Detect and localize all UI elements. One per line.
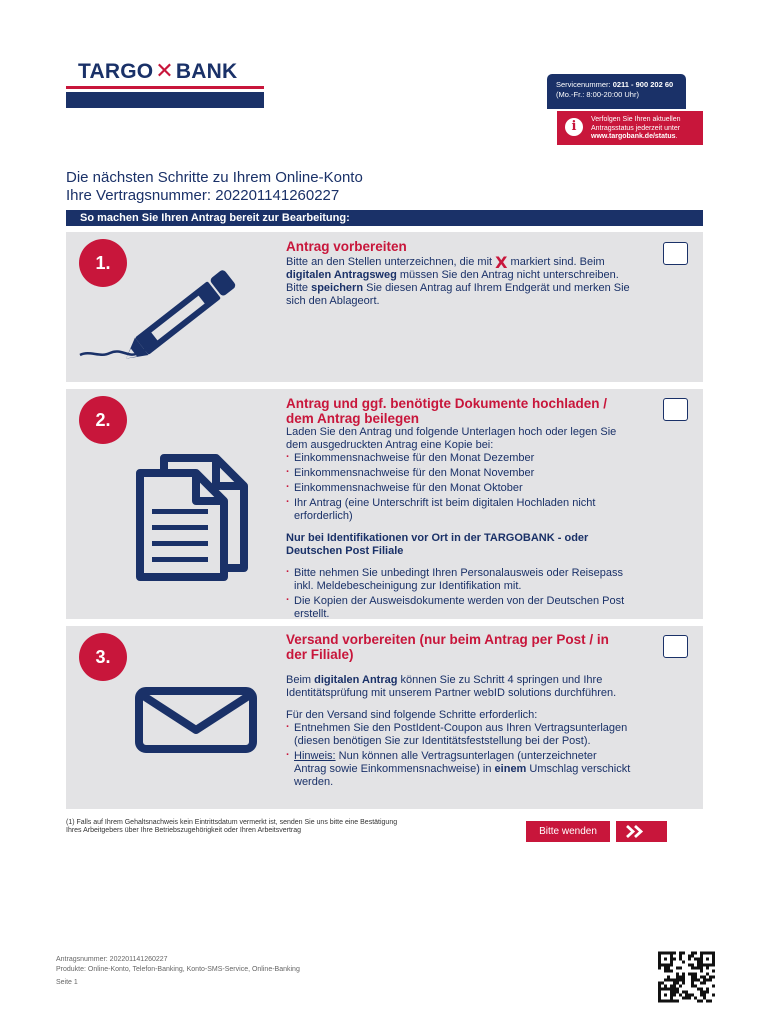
step-3-checkbox[interactable] xyxy=(663,635,688,658)
status-box: i Verfolgen Sie Ihren aktuellen Antragsstatus jederzeit unter www.targobank.de/status. xyxy=(557,111,703,145)
service-label: Servicenummer: xyxy=(556,80,611,89)
next-page-button[interactable] xyxy=(616,821,667,842)
service-number[interactable]: 0211 - 900 202 60 xyxy=(612,80,674,89)
step-2-bullet: · Einkommensnachweise für den Monat Dezember xyxy=(286,452,631,465)
title-line-2: Ihre Vertragsnummer: 202201141260227 xyxy=(66,187,340,204)
step-1-text-f: Sie diesen Antrag auf Ihrem Endgerät und merken Sie sich den Ablageort. xyxy=(286,282,630,307)
step-3-bullet xyxy=(286,750,631,789)
step-3-text-p2: Für den Versand sind folgende Schritte erforderlich: xyxy=(286,709,538,721)
info-icon: i xyxy=(565,118,583,136)
step-2-panel xyxy=(66,389,703,619)
logo-text-bank: BANK xyxy=(175,60,238,83)
step-1-checkbox[interactable] xyxy=(663,242,688,265)
logo-text-targo: TARGO xyxy=(78,60,154,83)
service-box xyxy=(547,74,686,109)
step-1-text-save: speichern xyxy=(311,282,364,294)
step-3-text-c: können Sie zu Schritt 4 springen und Ihre Identitätsprüfung mit unserem Partner webID solutions durchführen. xyxy=(286,674,617,699)
step-3-note-b: Umschlag verschickt werden. xyxy=(294,763,631,788)
section-bar: So machen Sie Ihren Antrag bereit zur Bearbeitung: xyxy=(66,210,703,226)
step-3-text-a: Beim xyxy=(286,674,312,686)
step-2-bullet: · Die Kopien der Ausweisdokumente werden von der Deutschen Post erstellt. xyxy=(286,595,631,621)
page-footer xyxy=(56,955,300,988)
signature-mark-icon: X xyxy=(495,253,508,272)
title-line-1: Die nächsten Schritte zu Ihrem Online-Konto xyxy=(66,169,363,186)
step-3-bullet: · Entnehmen Sie den PostIdent-Coupon aus Ihren Vertragsunterlagen (diesen benötigen Sie zur Identitätsfeststellung bei der Post). xyxy=(286,722,631,748)
step-1-text-b: markiert sind. Beim xyxy=(510,256,605,268)
step-1-text xyxy=(286,239,631,308)
step-3-note-bold: einem xyxy=(494,763,527,775)
step-2-subhead: Nur bei Identifikationen vor Ort in der TARGOBANK - oder Deutschen Post Filiale xyxy=(286,532,589,557)
qr-code xyxy=(658,951,715,1003)
step-2-bullet: · Einkommensnachweise für den Monat Oktober xyxy=(286,482,631,495)
step-3-note-label: Hinweis: xyxy=(294,750,336,762)
status-line-1: Verfolgen Sie Ihren aktuellen xyxy=(591,116,681,123)
step-3-text-digital: digitalen Antrag xyxy=(314,674,398,686)
footer-application-number: Antragsnummer: 202201141260227 xyxy=(56,956,168,963)
pen-icon xyxy=(78,262,258,362)
step-2-number: 2. xyxy=(79,396,127,444)
logo-mark-icon: ✕ xyxy=(155,58,174,83)
envelope-icon xyxy=(134,686,258,754)
step-1-panel xyxy=(66,232,703,382)
step-2-bullet: · Bitte nehmen Sie unbedingt Ihren Personalausweis oder Reisepass inkl. Meldebescheinigung zur Identifikation mit. xyxy=(286,567,631,593)
targobank-logo xyxy=(78,58,237,84)
step-2-bullet: · Ihr Antrag (eine Unterschrift ist beim digitalen Hochladen nicht erforderlich) xyxy=(286,497,631,523)
step-1-text-a: Bitte an den Stellen unterzeichnen, die mit xyxy=(286,256,493,268)
step-3-note-a: Nun können alle Vertragsunterlagen (unterzeichneter Antrag sowie Einkommensnachweise) in xyxy=(294,750,597,775)
status-line-2: Antragsstatus jederzeit unter xyxy=(591,124,681,132)
step-2-text xyxy=(286,396,631,621)
footnote-line-1: (1) Falls auf Ihrem Gehaltsnachweis kein Eintrittsdatum vermerkt ist, senden Sie uns bitte eine Bestätigung xyxy=(66,819,398,826)
step-3-panel xyxy=(66,626,703,809)
page-title xyxy=(66,169,363,205)
footnote-line-2: Ihres Arbeitgebers über Ihre Betriebszugehörigkeit oder Ihren Arbeitsvertrag xyxy=(66,827,302,834)
step-3-heading: Versand vorbereiten (nur beim Antrag per Post / in der Filiale) xyxy=(286,632,609,662)
status-link[interactable]: www.targobank.de/status xyxy=(591,133,676,140)
double-chevron-right-icon xyxy=(616,821,667,842)
step-2-bullet: · Einkommensnachweise für den Monat November xyxy=(286,467,631,480)
step-2-checkbox[interactable] xyxy=(663,398,688,421)
service-hours: (Mo.-Fr.: 8:00-20:00 Uhr) xyxy=(556,90,639,99)
logo-blue-bar xyxy=(66,92,264,108)
step-2-intro: Laden Sie den Antrag und folgende Unterlagen hoch oder legen Sie dem ausgedruckten Antrag eine Kopie bei: xyxy=(286,426,617,451)
step-2-heading: Antrag und ggf. benötigte Dokumente hochladen / dem Antrag beilegen xyxy=(286,396,607,426)
step-1-text-d: müssen Sie den Antrag nicht unterschreiben. Bitte xyxy=(286,269,619,294)
step-1-text-digital: digitalen Antragsweg xyxy=(286,269,397,281)
logo-red-rule xyxy=(66,86,264,89)
step-1-heading: Antrag vorbereiten xyxy=(286,239,407,254)
footnote xyxy=(66,819,397,835)
step-3-text xyxy=(286,632,631,789)
step-1-number: 1. xyxy=(79,239,127,287)
bitte-wenden-button[interactable]: Bitte wenden xyxy=(526,821,610,842)
footer-products: Produkte: Online-Konto, Telefon-Banking, Konto-SMS-Service, Online-Banking xyxy=(56,965,300,973)
step-3-number: 3. xyxy=(79,633,127,681)
documents-icon xyxy=(134,453,254,583)
footer-page-number: Seite 1 xyxy=(56,979,78,986)
